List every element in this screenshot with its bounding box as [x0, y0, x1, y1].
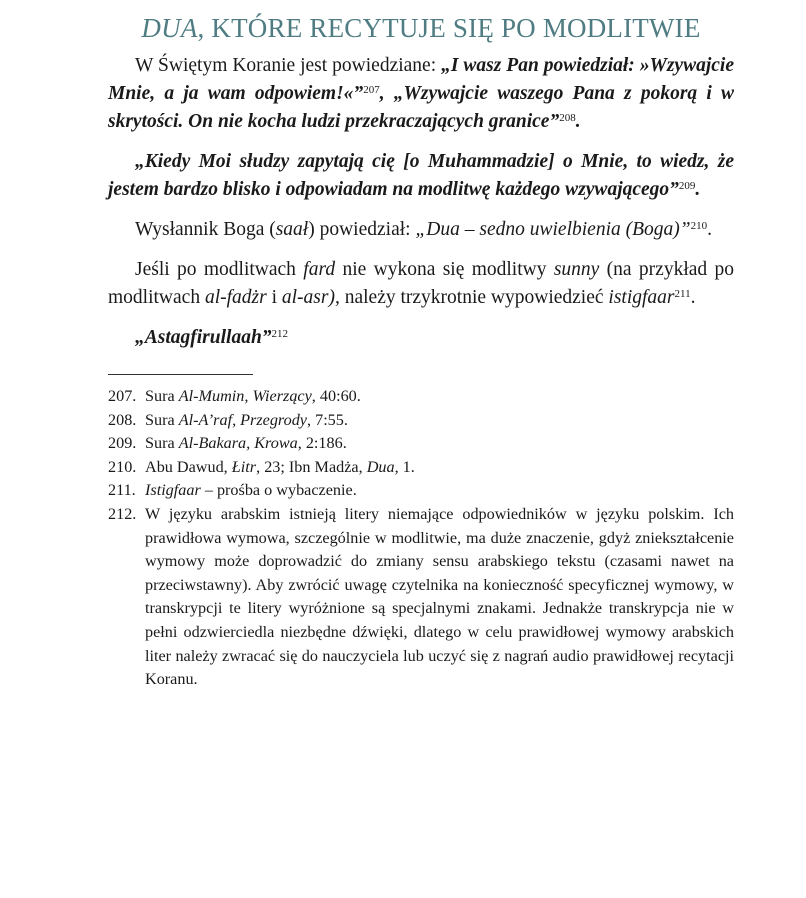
- text: Wysłannik Boga (: [135, 219, 276, 240]
- paragraph-hadith: [108, 216, 734, 244]
- footnote-number: 207.: [108, 387, 137, 405]
- text: należy trzykrotnie wypowiedzieć: [339, 287, 609, 308]
- text: .: [575, 111, 581, 132]
- footnote-211: [108, 479, 734, 503]
- text: Al-A’raf, Przegrody: [178, 410, 307, 429]
- text: , 23; Ibn Madża,: [256, 457, 367, 476]
- paragraph-quran-quote: [108, 52, 734, 136]
- quote: „Kiedy Moi słudzy zapytają cię [o Muhammadzie] o Mnie, to wiedz, że jestem bardzo blisko i odpowiadam na modlitwę każdego wzywającego”: [108, 151, 734, 200]
- text: ,: [379, 83, 394, 104]
- text: nie wykona się modlitwy: [335, 259, 554, 280]
- quote: „Dua – sedno uwielbienia (Boga)”: [415, 219, 691, 240]
- text: , 1.: [394, 457, 415, 476]
- quote: „I wasz Pan powiedział: »Wzywajcie Mnie, a ja wam odpowiem!«”: [108, 55, 734, 104]
- text: fard: [303, 259, 336, 280]
- text: Dua: [366, 457, 395, 476]
- paragraph-quote-2: [108, 148, 734, 204]
- footnote-ref[interactable]: 210: [690, 220, 708, 232]
- text: .: [690, 287, 696, 308]
- text: , 40:60.: [311, 387, 361, 405]
- text: Abu Dawud,: [145, 457, 232, 476]
- text: Łitr: [231, 457, 257, 476]
- footnote-divider: [108, 374, 253, 375]
- footnote-number: 211.: [108, 481, 136, 500]
- paragraph-astagfirullaah: [108, 324, 734, 352]
- text: al-asr),: [281, 287, 340, 308]
- footnote-ref[interactable]: 208: [559, 112, 576, 124]
- text: i: [266, 287, 282, 308]
- text: Sura: [145, 387, 179, 405]
- footnote-ref[interactable]: 211: [674, 288, 691, 300]
- text: sunny: [553, 259, 600, 280]
- text: W Świętym Koranie jest powiedziane:: [135, 55, 442, 76]
- heading-italic: DUA: [141, 13, 198, 43]
- text: Al-Mumin, Wierzący: [178, 387, 312, 405]
- text: , 2:186.: [297, 434, 347, 453]
- text: W języku arabskim istnieją litery niemające odpowiedników w języku polskim. Ich prawidłowa wymowa, szczególnie w modlitwie, ma duże znaczenie, gdyż zniekształcenie wymowy może doprowadzić do zmiany sensu arabskiego tekstu (czasami nawet na przeciwstawny). Aby zwrócić uwagę czytelnika na konieczność specyficznej wymowy, w transkrypcji te litery wyróżnione są specjalnymi znakami. Jednakże transkrypcja nie w pełni odzwierciedla niezbędne dźwięki, dlatego w celu prawidłowej wymowy arabskich liter należy zwracać się do nauczyciela lub uczyć się z nagrań audio prawidłowej recytacji Koranu.: [145, 504, 734, 689]
- footnote-ref[interactable]: 212: [271, 328, 289, 340]
- footnote-208: [108, 409, 734, 433]
- footnote-207: [108, 385, 734, 409]
- text: (na przykład po modlitwach: [108, 259, 735, 308]
- footnote-210: [108, 456, 734, 480]
- footnote-209: [108, 432, 734, 456]
- text: .: [707, 219, 712, 240]
- text: , 7:55.: [307, 410, 348, 429]
- footnote-number: 208.: [108, 410, 137, 429]
- text: – prośba o wybaczenie.: [200, 481, 357, 500]
- footnote-ref[interactable]: 207: [363, 84, 380, 96]
- footnote-212: [108, 503, 734, 692]
- text: Al-Bakara, Krowa: [178, 434, 298, 453]
- text: al-fadżr: [204, 287, 267, 308]
- footnotes: [108, 385, 734, 692]
- footnote-number: 209.: [108, 434, 137, 453]
- text: Istigfaar: [145, 481, 201, 500]
- quote: „Wzywajcie waszego Pana z pokorą i w skrytości. On nie kocha ludzi przekraczających granice”: [108, 83, 735, 132]
- text: Jeśli po modlitwach: [135, 259, 304, 280]
- text: istigfaar: [608, 287, 675, 308]
- text: saał: [275, 219, 309, 240]
- footnote-number: 212.: [108, 504, 137, 523]
- text: .: [695, 179, 701, 200]
- text: ) powiedział:: [308, 219, 416, 240]
- section-heading: [108, 10, 734, 46]
- quote: „Astagfirullaah”: [135, 327, 272, 348]
- footnote-ref[interactable]: 209: [678, 180, 696, 192]
- footnote-number: 210.: [108, 457, 137, 476]
- heading-rest: , KTÓRE RECYTUJE SIĘ PO MODLITWIE: [197, 13, 701, 43]
- page-content: [108, 10, 734, 692]
- text: Sura: [145, 410, 179, 429]
- paragraph-istigfaar: [108, 256, 734, 312]
- text: Sura: [145, 434, 179, 453]
